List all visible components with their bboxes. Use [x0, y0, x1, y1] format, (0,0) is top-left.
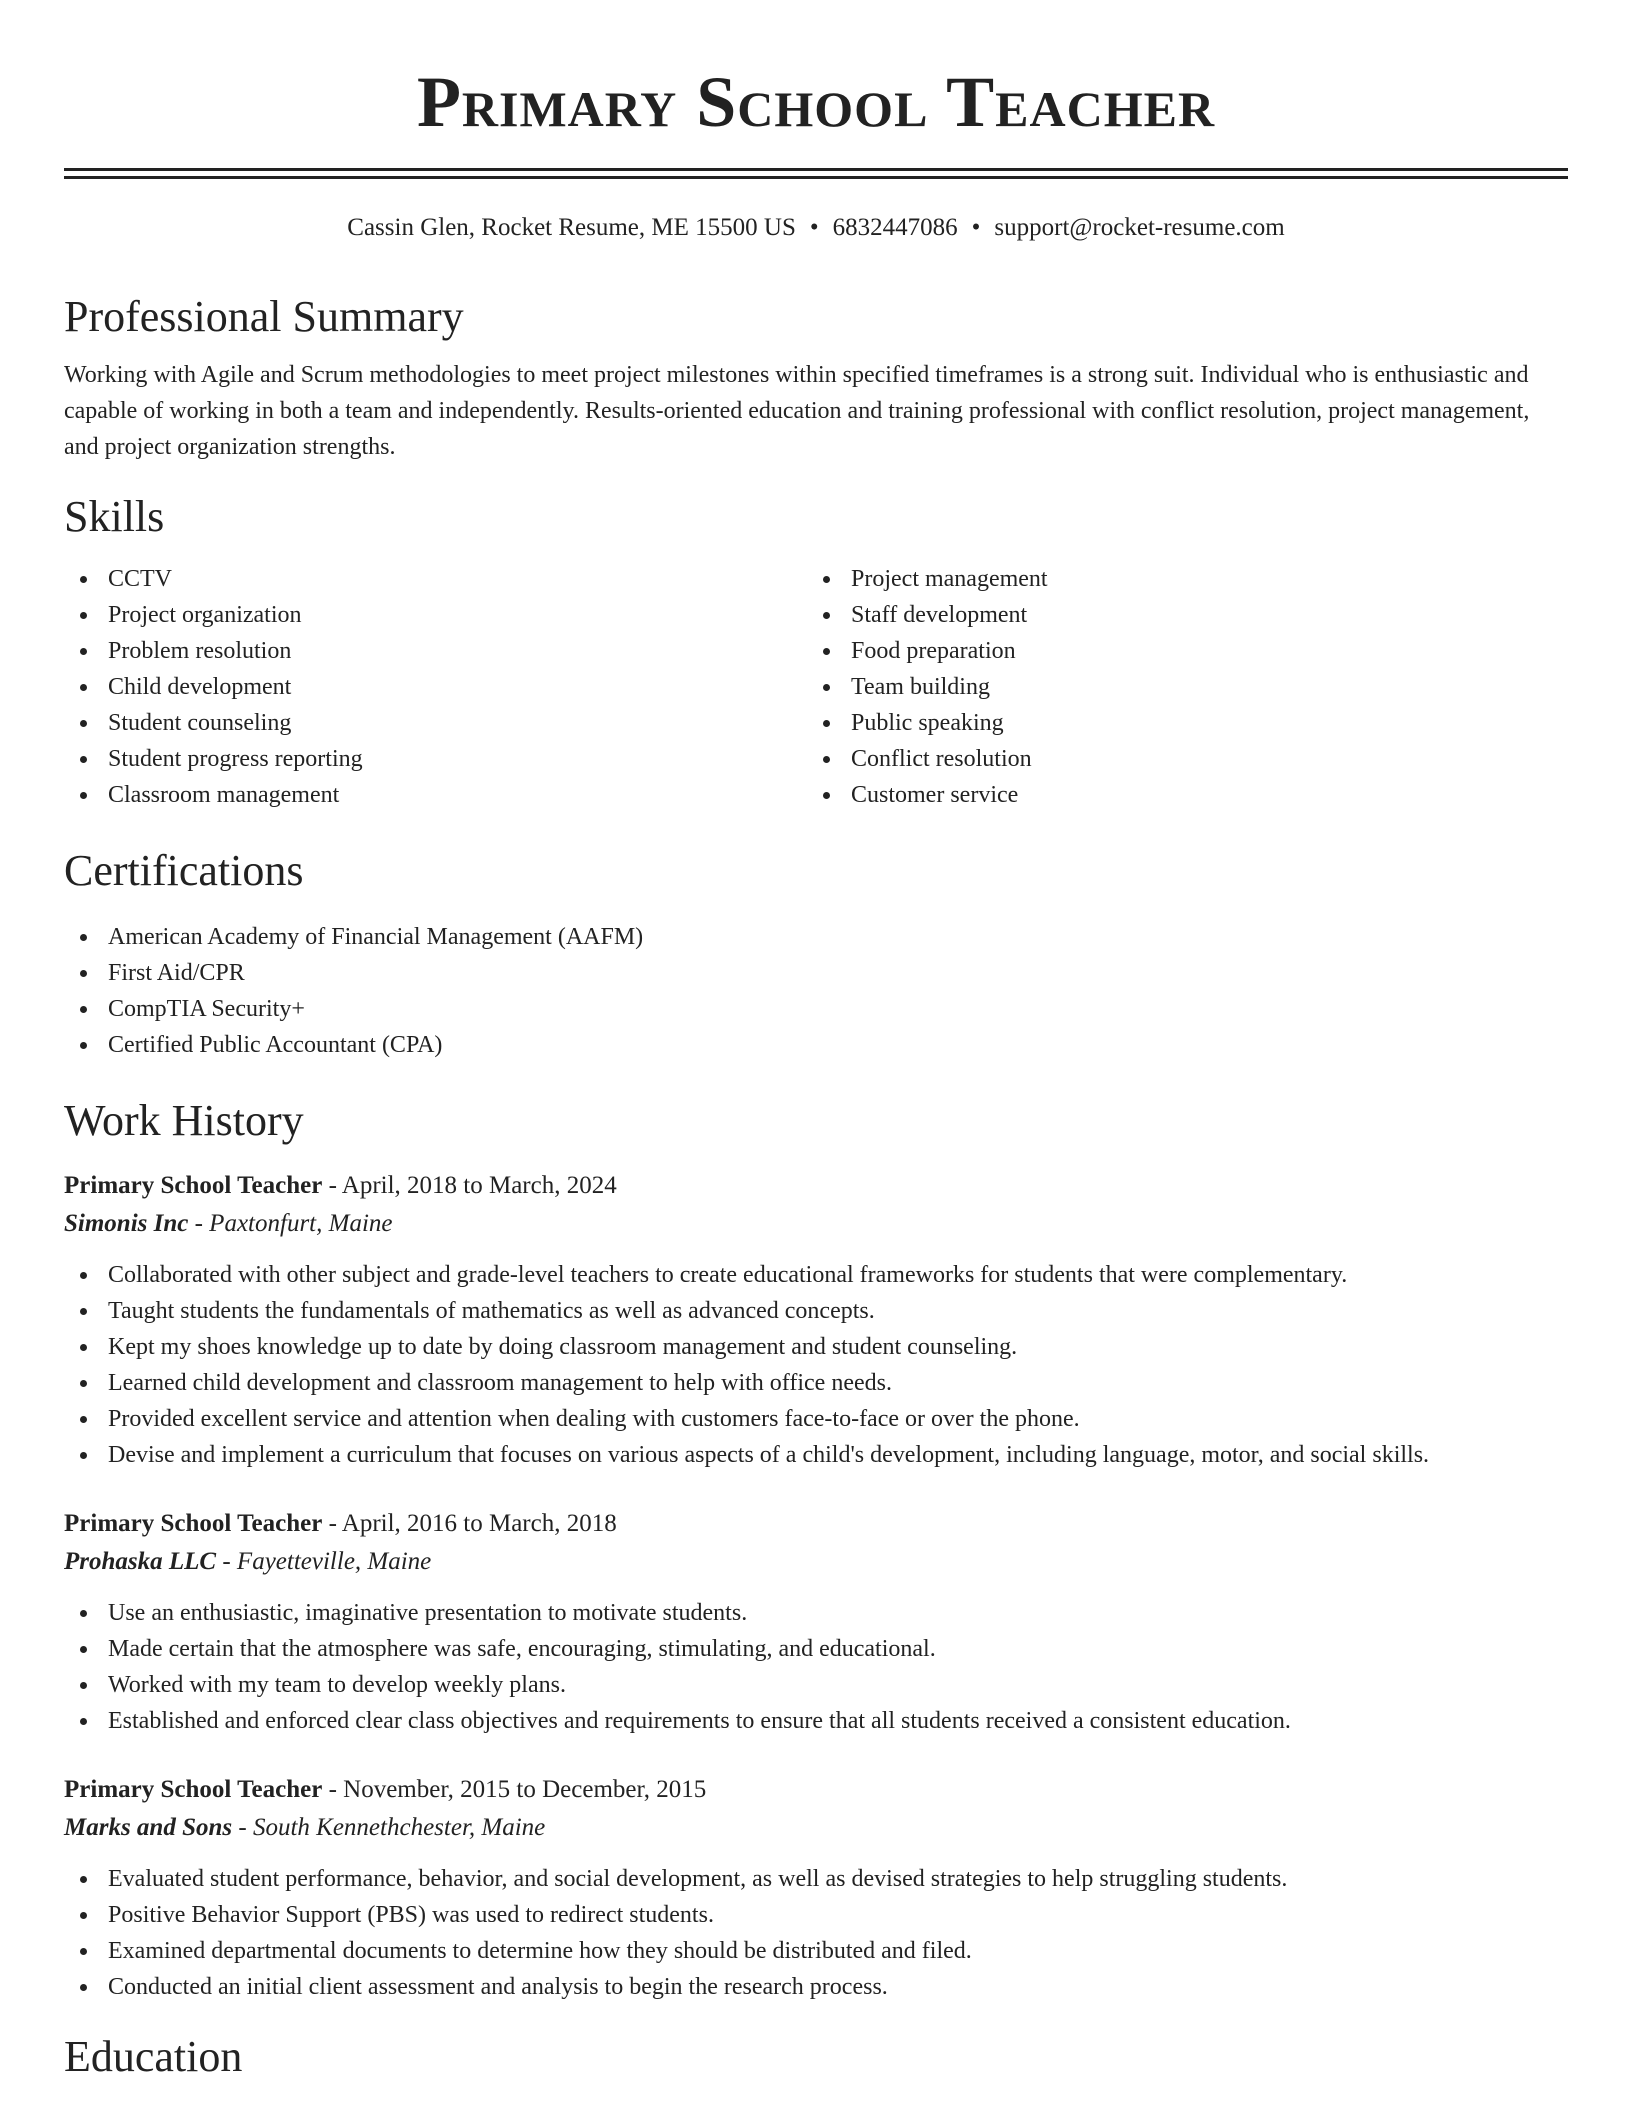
- skills-heading: Skills: [64, 492, 165, 541]
- bullet-icon: [80, 1344, 87, 1351]
- skill-item: Team building: [807, 669, 1550, 705]
- job-duty: Devise and implement a curriculum that focuses on various aspects of a child's development, including language, motor, and social skills.: [64, 1437, 1568, 1473]
- certification-item: CompTIA Security+: [64, 991, 1568, 1027]
- job-duty: Learned child development and classroom management to help with office needs.: [64, 1365, 1568, 1401]
- contact-separator: •: [809, 214, 819, 241]
- bullet-icon: [80, 1380, 87, 1387]
- bullet-icon: [80, 1416, 87, 1423]
- job-title-line: [64, 1167, 1568, 1205]
- contact-separator: •: [971, 214, 981, 241]
- job-duties-list: [64, 1257, 1568, 1473]
- skill-item: Project management: [807, 561, 1550, 597]
- resume-title: Primary School Teacher: [416, 62, 1216, 142]
- job-duty: Made certain that the atmosphere was safe, encouraging, stimulating, and educational.: [64, 1631, 1568, 1667]
- skills-column-left: [64, 561, 807, 813]
- bullet-icon: [80, 1006, 87, 1013]
- bullet-icon: [80, 684, 87, 691]
- certification-item: Certified Public Accountant (CPA): [64, 1027, 1568, 1063]
- bullet-icon: [80, 792, 87, 799]
- skills-list-right: [807, 561, 1550, 813]
- job-duty: Established and enforced clear class objectives and requirements to ensure that all students received a consistent education.: [64, 1703, 1568, 1739]
- bullet-icon: [80, 1308, 87, 1315]
- bullet-icon: [80, 1042, 87, 1049]
- certifications-list: [64, 919, 1568, 1063]
- job-duty: Worked with my team to develop weekly plans.: [64, 1667, 1568, 1703]
- skills-columns: [64, 561, 1568, 813]
- bullet-icon: [80, 1948, 87, 1955]
- bullet-icon: [823, 684, 830, 691]
- job-duties-list: [64, 1861, 1568, 2005]
- job-duty: Conducted an initial client assessment and analysis to begin the research process.: [64, 1969, 1568, 2005]
- bullet-icon: [823, 648, 830, 655]
- bullet-icon: [80, 1646, 87, 1653]
- skills-list-left: [64, 561, 807, 813]
- skill-item: Classroom management: [64, 777, 807, 813]
- job-title-line: [64, 1505, 1568, 1543]
- skill-item: Conflict resolution: [807, 741, 1550, 777]
- bullet-icon: [80, 612, 87, 619]
- bullet-icon: [823, 792, 830, 799]
- skill-item: Public speaking: [807, 705, 1550, 741]
- title-divider-bottom: [64, 176, 1568, 179]
- job-duty: Kept my shoes knowledge up to date by doing classroom management and student counseling.: [64, 1329, 1568, 1365]
- job-company: Marks and Sons: [64, 1814, 233, 1841]
- job-company-line: [64, 1205, 1568, 1243]
- bullet-icon: [80, 756, 87, 763]
- bullet-icon: [80, 1912, 87, 1919]
- skill-item: Student counseling: [64, 705, 807, 741]
- job-title-line: [64, 1771, 1568, 1809]
- certifications-heading: Certifications: [64, 846, 304, 895]
- contact-line: [64, 211, 1568, 245]
- bullet-icon: [80, 1984, 87, 1991]
- contact-email: support@rocket-resume.com: [994, 214, 1285, 241]
- skill-item: Child development: [64, 669, 807, 705]
- job-company: Prohaska LLC: [64, 1548, 217, 1575]
- bullet-icon: [80, 1682, 87, 1689]
- bullet-icon: [80, 970, 87, 977]
- job-duties-list: [64, 1595, 1568, 1739]
- job-company-line: [64, 1543, 1568, 1581]
- bullet-icon: [80, 576, 87, 583]
- bullet-icon: [823, 612, 830, 619]
- contact-phone: 6832447086: [832, 214, 958, 241]
- skill-item: CCTV: [64, 561, 807, 597]
- work-history-heading: Work History: [64, 1096, 304, 1145]
- skill-item: Problem resolution: [64, 633, 807, 669]
- job-location: - Fayetteville, Maine: [216, 1548, 432, 1575]
- skill-item: Food preparation: [807, 633, 1550, 669]
- job-dates: - November, 2015 to December, 2015: [322, 1776, 707, 1803]
- job-duty: Evaluated student performance, behavior, and social development, as well as devised strategies to help struggling students.: [64, 1861, 1568, 1897]
- job-entry: [64, 1167, 1568, 1473]
- job-entry: [64, 1771, 1568, 2005]
- bullet-icon: [80, 648, 87, 655]
- title-divider-top: [64, 168, 1568, 171]
- skill-item: Project organization: [64, 597, 807, 633]
- bullet-icon: [80, 1610, 87, 1617]
- bullet-icon: [823, 576, 830, 583]
- bullet-icon: [80, 1452, 87, 1459]
- summary-heading: Professional Summary: [64, 292, 464, 341]
- education-heading: Education: [64, 2032, 243, 2081]
- job-company-line: [64, 1809, 1568, 1847]
- skills-column-right: [807, 561, 1550, 813]
- job-entry: [64, 1505, 1568, 1739]
- job-role: Primary School Teacher: [64, 1776, 323, 1803]
- job-company: Simonis Inc: [64, 1210, 189, 1237]
- bullet-icon: [80, 1272, 87, 1279]
- job-role: Primary School Teacher: [64, 1172, 323, 1199]
- skill-item: Customer service: [807, 777, 1550, 813]
- job-location: - Paxtonfurt, Maine: [188, 1210, 393, 1237]
- skill-item: Staff development: [807, 597, 1550, 633]
- skill-item: Student progress reporting: [64, 741, 807, 777]
- bullet-icon: [823, 756, 830, 763]
- job-duty: Provided excellent service and attention when dealing with customers face-to-face or over the phone.: [64, 1401, 1568, 1437]
- bullet-icon: [80, 1718, 87, 1725]
- certification-item: First Aid/CPR: [64, 955, 1568, 991]
- job-duty: Positive Behavior Support (PBS) was used to redirect students.: [64, 1897, 1568, 1933]
- certification-item: American Academy of Financial Management (AAFM): [64, 919, 1568, 955]
- contact-address: Cassin Glen, Rocket Resume, ME 15500 US: [347, 214, 796, 241]
- job-dates: - April, 2018 to March, 2024: [322, 1172, 617, 1199]
- bullet-icon: [80, 720, 87, 727]
- job-duty: Collaborated with other subject and grade-level teachers to create educational frameworks for students that were complementary.: [64, 1257, 1568, 1293]
- bullet-icon: [80, 1876, 87, 1883]
- bullet-icon: [823, 720, 830, 727]
- job-duty: Use an enthusiastic, imaginative presentation to motivate students.: [64, 1595, 1568, 1631]
- job-role: Primary School Teacher: [64, 1510, 323, 1537]
- job-location: - South Kennethchester, Maine: [232, 1814, 546, 1841]
- bullet-icon: [80, 934, 87, 941]
- job-dates: - April, 2016 to March, 2018: [322, 1510, 617, 1537]
- job-duty: Taught students the fundamentals of mathematics as well as advanced concepts.: [64, 1293, 1568, 1329]
- summary-text: Working with Agile and Scrum methodologies to meet project milestones within specified timeframes is a strong suit. Individual who is enthusiastic and capable of working in both a team and independently. Results-oriented education and training professional with conflict resolution, project management, and project organization strengths.: [64, 362, 1530, 460]
- job-duty: Examined departmental documents to determine how they should be distributed and filed.: [64, 1933, 1568, 1969]
